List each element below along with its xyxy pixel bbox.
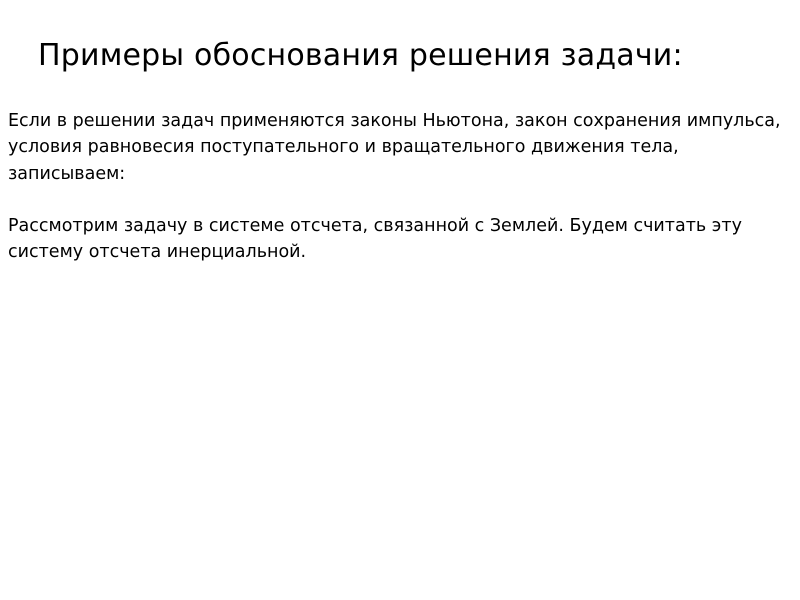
body-paragraph-2: Рассмотрим задачу в системе отсчета, связанной с Землей. Будем считать эту систему отсчета инерциальной. [8, 215, 742, 262]
slide-body [8, 108, 794, 265]
page-title: Примеры обоснования решения задачи: [38, 38, 683, 74]
body-paragraph-1: Если в решении задач применяются законы Ньютона, закон сохранения импульса, условия равновесия поступательного и вращательного движения тела, записываем: [8, 111, 781, 184]
